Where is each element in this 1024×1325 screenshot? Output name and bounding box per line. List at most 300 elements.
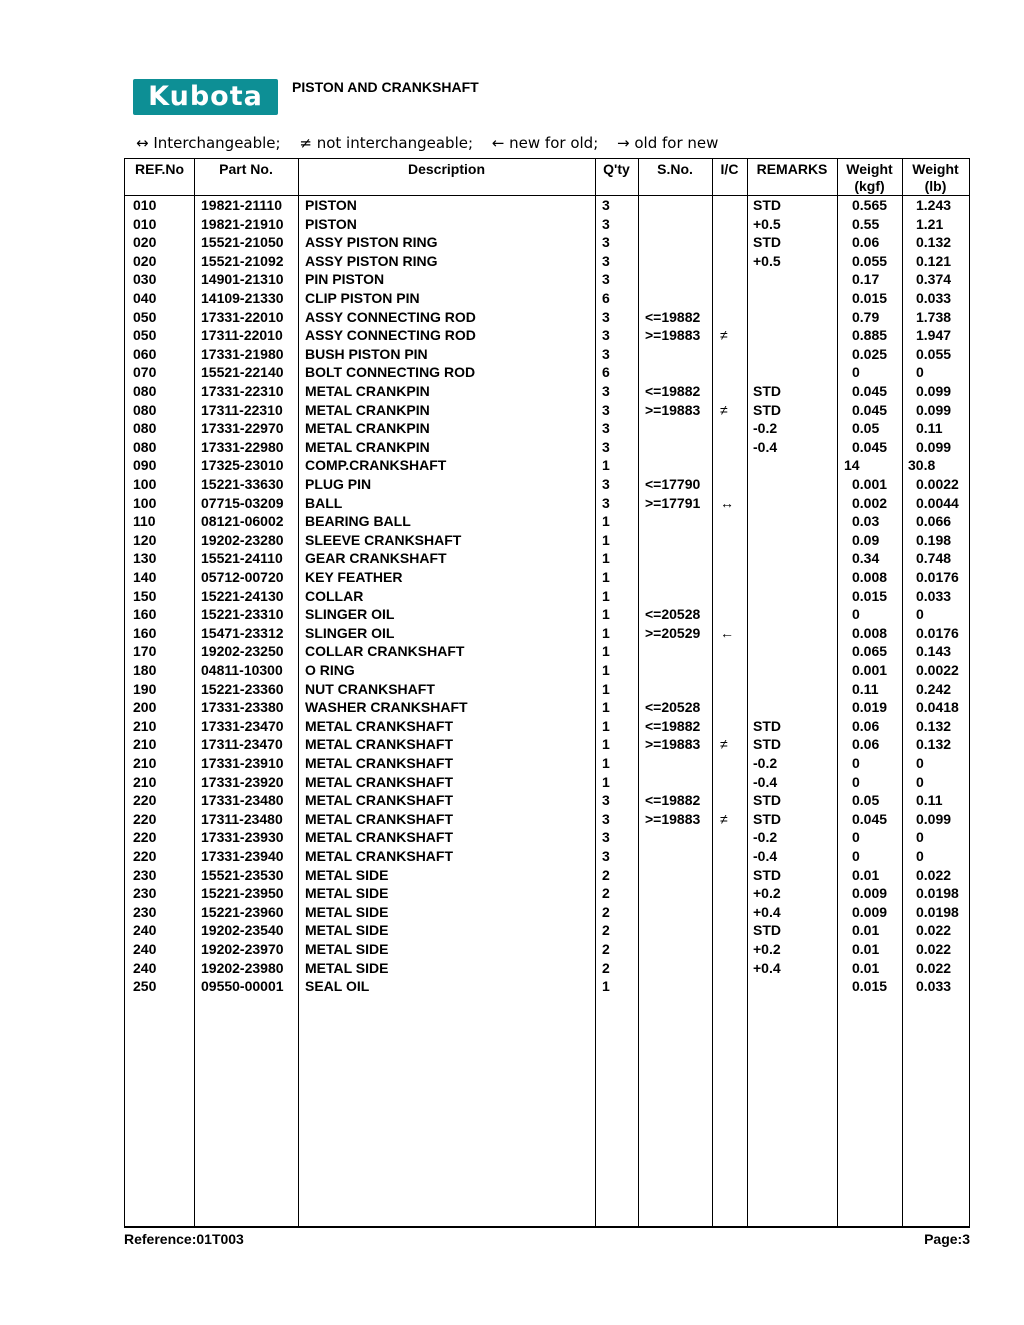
- cell-weight-kgf: 0.01: [852, 941, 880, 957]
- cell-remarks: STD: [753, 866, 781, 883]
- cell-description: PISTON: [305, 215, 357, 232]
- cell-qty: 1: [602, 550, 610, 567]
- table-row: [125, 550, 969, 569]
- table-row: [125, 532, 969, 551]
- cell-weight-kgf: 0.015: [852, 587, 888, 604]
- cell-qty: 2: [602, 941, 610, 957]
- cell-weight-kgf: 0.045: [852, 438, 888, 455]
- cell-part-no: 15221-23960: [201, 903, 284, 920]
- cell-part-no: 15521-22140: [201, 364, 284, 381]
- cell-qty: 3: [602, 494, 610, 511]
- table-row: [125, 513, 969, 532]
- cell-weight-lb: 0: [916, 755, 924, 771]
- cell-description: METAL SIDE: [305, 903, 389, 920]
- cell-remarks: STD: [753, 197, 781, 213]
- cell-description: WASHER CRANKSHAFT: [305, 699, 468, 716]
- cell-weight-lb: 0: [916, 848, 924, 864]
- cell-weight-kgf: 0.019: [852, 699, 888, 716]
- cell-description: METAL CRANKSHAFT: [305, 773, 454, 790]
- cell-weight-kgf: 0.045: [852, 810, 888, 827]
- cell-qty: 3: [602, 234, 610, 251]
- cell-description: METAL CRANKPIN: [305, 420, 430, 437]
- table-row: [125, 309, 969, 328]
- cell-weight-lb: 0.033: [916, 587, 952, 604]
- cell-weight-lb: 0.099: [916, 810, 952, 827]
- cell-serial-no: <=20528: [645, 606, 701, 623]
- cell-ref-no: 230: [133, 885, 157, 902]
- cell-qty: 1: [602, 569, 610, 585]
- table-row: [125, 885, 969, 904]
- header-ref-no: REF.No: [135, 161, 184, 177]
- cell-weight-kgf: 0.002: [852, 494, 888, 511]
- cell-remarks: -0.4: [753, 848, 778, 864]
- cell-description: METAL SIDE: [305, 885, 389, 902]
- cell-remarks: +0.2: [753, 941, 781, 957]
- cell-weight-lb: 0.374: [916, 271, 952, 288]
- cell-qty: 3: [602, 345, 610, 362]
- cell-weight-lb: 0.11: [916, 792, 943, 809]
- cell-qty: 3: [602, 810, 610, 827]
- table-row: [125, 662, 969, 681]
- cell-part-no: 17311-23480: [201, 810, 283, 827]
- cell-remarks: +0.4: [753, 959, 781, 976]
- cell-weight-kgf: 0.015: [852, 290, 888, 306]
- cell-weight-kgf: 0.055: [852, 252, 888, 269]
- cell-ref-no: 220: [133, 848, 157, 864]
- cell-qty: 1: [602, 736, 610, 753]
- cell-remarks: +0.4: [753, 903, 781, 920]
- cell-qty: 1: [602, 755, 610, 771]
- cell-qty: 3: [602, 848, 610, 864]
- cell-weight-kgf: 0.01: [852, 922, 880, 939]
- cell-part-no: 17331-22010: [201, 308, 284, 325]
- cell-description: SLINGER OIL: [305, 624, 395, 641]
- cell-qty: 3: [602, 420, 610, 437]
- cell-remarks: -0.4: [753, 438, 778, 455]
- cell-part-no: 19202-23970: [201, 941, 284, 957]
- header-qty: Q'ty: [603, 161, 630, 177]
- cell-ref-no: 240: [133, 922, 157, 939]
- cell-description: O RING: [305, 662, 355, 678]
- cell-weight-lb: 0.121: [916, 252, 952, 269]
- header-weight-lb-unit: (lb): [924, 178, 947, 194]
- cell-weight-kgf: 0.045: [852, 383, 888, 399]
- cell-remarks: STD: [753, 401, 781, 418]
- table-row: [125, 327, 969, 346]
- header-weight-kgf-label: Weight: [846, 161, 893, 177]
- cell-ref-no: 250: [133, 978, 157, 995]
- table-row: [125, 718, 969, 737]
- cell-weight-lb: 1.738: [916, 308, 952, 325]
- header-part-no: Part No.: [219, 161, 273, 177]
- table-row: [125, 681, 969, 700]
- cell-ref-no: 050: [133, 327, 157, 344]
- table-row: [125, 383, 969, 402]
- cell-weight-lb: 0.0022: [916, 662, 959, 678]
- table-row: [125, 643, 969, 662]
- cell-ref-no: 190: [133, 680, 157, 697]
- table-row: [125, 457, 969, 476]
- cell-part-no: 17331-21980: [201, 345, 284, 362]
- cell-weight-kgf: 0.009: [852, 885, 888, 902]
- cell-remarks: +0.5: [753, 252, 781, 269]
- cell-ref-no: 050: [133, 308, 157, 325]
- cell-weight-kgf: 0.06: [852, 736, 880, 753]
- legend-old-for-new: → old for new: [617, 134, 719, 152]
- cell-weight-kgf: 0: [852, 848, 860, 864]
- cell-part-no: 17311-22010: [201, 327, 283, 344]
- cell-part-no: 17331-22970: [201, 420, 284, 437]
- cell-weight-lb: 30.8: [908, 457, 936, 474]
- cell-ref-no: 170: [133, 643, 157, 660]
- cell-weight-lb: 0.099: [916, 383, 952, 399]
- cell-qty: 1: [602, 643, 610, 660]
- cell-ref-no: 080: [133, 401, 157, 418]
- cell-description: ASSY PISTON RING: [305, 234, 438, 251]
- table-row: [125, 922, 969, 941]
- cell-weight-kgf: 0.55: [852, 215, 880, 232]
- cell-description: METAL SIDE: [305, 941, 389, 957]
- cell-qty: 2: [602, 866, 610, 883]
- cell-part-no: 17331-23470: [201, 717, 284, 734]
- cell-part-no: 17331-23940: [201, 848, 284, 864]
- cell-qty: 3: [602, 792, 610, 809]
- cell-part-no: 17331-23910: [201, 755, 284, 771]
- cell-part-no: 08121-06002: [201, 513, 284, 530]
- cell-weight-kgf: 0: [852, 606, 860, 623]
- cell-qty: 3: [602, 476, 610, 492]
- cell-remarks: STD: [753, 736, 781, 753]
- table-row: [125, 978, 969, 997]
- cell-weight-kgf: 0.01: [852, 959, 880, 976]
- cell-qty: 1: [602, 680, 610, 697]
- cell-ref-no: 130: [133, 550, 157, 567]
- cell-description: ASSY CONNECTING ROD: [305, 308, 476, 325]
- cell-ref-no: 100: [133, 476, 157, 492]
- cell-part-no: 17331-23480: [201, 792, 284, 809]
- cell-qty: 1: [602, 606, 610, 623]
- cell-description: COLLAR: [305, 587, 364, 604]
- table-row: [125, 271, 969, 290]
- cell-part-no: 15221-23310: [201, 606, 284, 623]
- cell-part-no: 09550-00001: [201, 978, 284, 995]
- cell-part-no: 05712-00720: [201, 569, 284, 585]
- cell-description: ASSY PISTON RING: [305, 252, 438, 269]
- cell-qty: 6: [602, 364, 610, 381]
- table-row: [125, 476, 969, 495]
- cell-ref-no: 110: [133, 513, 156, 530]
- cell-weight-kgf: 0.008: [852, 624, 888, 641]
- cell-ref-no: 230: [133, 903, 157, 920]
- cell-weight-lb: 0.033: [916, 290, 952, 306]
- cell-ref-no: 100: [133, 494, 157, 511]
- cell-qty: 3: [602, 215, 610, 232]
- cell-ref-no: 160: [133, 624, 157, 641]
- header-divider: [125, 195, 969, 196]
- cell-qty: 2: [602, 922, 610, 939]
- header-remarks: REMARKS: [756, 161, 828, 177]
- cell-part-no: 15221-23360: [201, 680, 284, 697]
- cell-weight-lb: 0.022: [916, 922, 952, 939]
- cell-qty: 1: [602, 978, 610, 995]
- cell-description: SEAL OIL: [305, 978, 370, 995]
- cell-weight-kgf: 0.06: [852, 234, 880, 251]
- cell-remarks: STD: [753, 922, 781, 939]
- cell-weight-lb: 0.0044: [916, 494, 959, 511]
- cell-serial-no: <=19882: [645, 383, 701, 399]
- cell-qty: 1: [602, 624, 610, 641]
- table-row: [125, 904, 969, 923]
- cell-serial-no: >=19883: [645, 401, 701, 418]
- cell-qty: 2: [602, 885, 610, 902]
- cell-ref-no: 070: [133, 364, 157, 381]
- cell-serial-no: >=19883: [645, 736, 701, 753]
- cell-serial-no: >=19883: [645, 810, 701, 827]
- cell-description: GEAR CRANKSHAFT: [305, 550, 447, 567]
- cell-ref-no: 030: [133, 271, 157, 288]
- cell-weight-lb: 1.947: [916, 327, 952, 344]
- table-row: [125, 960, 969, 979]
- cell-weight-kgf: 14: [844, 457, 860, 474]
- cell-part-no: 15221-24130: [201, 587, 284, 604]
- cell-part-no: 17311-23470: [201, 736, 283, 753]
- cell-description: BEARING BALL: [305, 513, 411, 530]
- cell-weight-kgf: 0.03: [852, 513, 880, 530]
- cell-description: BOLT CONNECTING ROD: [305, 364, 476, 381]
- cell-part-no: 15221-33630: [201, 476, 284, 492]
- cell-qty: 3: [602, 438, 610, 455]
- table-row: [125, 346, 969, 365]
- cell-ref-no: 220: [133, 792, 157, 809]
- cell-qty: 3: [602, 271, 610, 288]
- table-row: [125, 234, 969, 253]
- table-row: [125, 216, 969, 235]
- cell-ref-no: 210: [133, 736, 157, 753]
- cell-qty: 6: [602, 290, 610, 306]
- cell-qty: 3: [602, 327, 610, 344]
- cell-weight-kgf: 0: [852, 364, 860, 381]
- table-row: [125, 290, 969, 309]
- cell-qty: 3: [602, 252, 610, 269]
- header-description: Description: [407, 161, 485, 177]
- cell-remarks: -0.2: [753, 755, 778, 771]
- header-serial-no: S.No.: [657, 161, 693, 177]
- cell-part-no: 17331-23380: [201, 699, 284, 716]
- cell-part-no: 17325-23010: [201, 457, 284, 474]
- cell-ref-no: 040: [133, 290, 157, 306]
- cell-remarks: -0.2: [753, 829, 778, 846]
- cell-ref-no: 090: [133, 457, 157, 474]
- cell-weight-lb: 0.143: [916, 643, 952, 660]
- cell-weight-kgf: 0.01: [852, 866, 880, 883]
- cell-part-no: 19202-23280: [201, 531, 284, 548]
- header-weight-kgf: [837, 161, 902, 195]
- cell-part-no: 15521-24110: [201, 550, 283, 567]
- cell-weight-lb: 0.198: [916, 531, 952, 548]
- cell-weight-lb: 0.055: [916, 345, 952, 362]
- cell-description: METAL CRANKSHAFT: [305, 848, 454, 864]
- cell-ic: ≠: [720, 327, 728, 344]
- cell-description: ASSY CONNECTING ROD: [305, 327, 476, 344]
- cell-description: CLIP PISTON PIN: [305, 290, 420, 306]
- cell-part-no: 19202-23250: [201, 643, 284, 660]
- table-row: [125, 364, 969, 383]
- cell-ref-no: 230: [133, 866, 157, 883]
- cell-part-no: 15221-23950: [201, 885, 284, 902]
- cell-weight-kgf: 0.045: [852, 401, 888, 418]
- table-row: [125, 495, 969, 514]
- cell-ref-no: 220: [133, 829, 157, 846]
- cell-part-no: 17331-22310: [201, 383, 284, 399]
- cell-remarks: STD: [753, 810, 781, 827]
- cell-weight-lb: 0.132: [916, 717, 952, 734]
- cell-ref-no: 020: [133, 252, 157, 269]
- cell-weight-kgf: 0.008: [852, 569, 888, 585]
- cell-description: PIN PISTON: [305, 271, 385, 288]
- cell-description: PLUG PIN: [305, 476, 372, 492]
- cell-weight-lb: 0.0176: [916, 624, 959, 641]
- cell-remarks: -0.4: [753, 773, 778, 790]
- cell-description: COMP.CRANKSHAFT: [305, 457, 447, 474]
- header-weight-kgf-unit: (kgf): [854, 178, 885, 194]
- cell-ic: ≠: [720, 810, 728, 827]
- table-row: [125, 253, 969, 272]
- cell-weight-kgf: 0: [852, 755, 860, 771]
- cell-ref-no: 060: [133, 345, 157, 362]
- cell-weight-kgf: 0.565: [852, 197, 888, 213]
- page-number: Page:3: [924, 1231, 970, 1247]
- cell-weight-lb: 0.066: [916, 513, 952, 530]
- cell-weight-lb: 0.0198: [916, 885, 959, 902]
- cell-part-no: 17331-23930: [201, 829, 284, 846]
- cell-weight-kgf: 0.05: [852, 792, 880, 809]
- table-row: [125, 848, 969, 867]
- cell-serial-no: <=20528: [645, 699, 701, 716]
- cell-weight-lb: 0.099: [916, 401, 952, 418]
- table-row: [125, 439, 969, 458]
- cell-ref-no: 240: [133, 959, 157, 976]
- table-row: [125, 774, 969, 793]
- cell-serial-no: <=19882: [645, 792, 701, 809]
- cell-qty: 1: [602, 457, 610, 474]
- cell-weight-lb: 1.21: [916, 215, 944, 232]
- cell-weight-lb: 1.243: [916, 197, 952, 213]
- cell-remarks: STD: [753, 383, 781, 399]
- cell-part-no: 19202-23540: [201, 922, 284, 939]
- header-ic: I/C: [720, 161, 739, 177]
- cell-weight-kgf: 0.001: [852, 662, 888, 678]
- cell-ref-no: 080: [133, 383, 157, 399]
- table-row: [125, 402, 969, 421]
- cell-part-no: 17311-22310: [201, 401, 283, 418]
- cell-weight-kgf: 0.34: [852, 550, 880, 567]
- cell-weight-lb: 0: [916, 606, 924, 623]
- table-row: [125, 829, 969, 848]
- cell-ref-no: 020: [133, 234, 157, 251]
- table-row: [125, 699, 969, 718]
- cell-ref-no: 140: [133, 569, 157, 585]
- cell-ref-no: 010: [133, 215, 157, 232]
- cell-weight-lb: 0.748: [916, 550, 952, 567]
- table-row: [125, 588, 969, 607]
- cell-weight-kgf: 0.11: [852, 680, 879, 697]
- cell-qty: 3: [602, 197, 610, 213]
- cell-remarks: STD: [753, 792, 781, 809]
- cell-qty: 2: [602, 959, 610, 976]
- cell-serial-no: >=19883: [645, 327, 701, 344]
- cell-weight-lb: 0.022: [916, 941, 952, 957]
- cell-ref-no: 160: [133, 606, 157, 623]
- cell-ic: ↔: [720, 494, 734, 511]
- header-weight-lb: [902, 161, 969, 195]
- cell-description: METAL CRANKPIN: [305, 401, 430, 418]
- cell-part-no: 04811-10300: [201, 662, 283, 678]
- reference-label: Reference:01T003: [124, 1231, 244, 1247]
- cell-description: METAL CRANKSHAFT: [305, 792, 454, 809]
- cell-weight-lb: 0.242: [916, 680, 952, 697]
- cell-ref-no: 200: [133, 699, 157, 716]
- cell-description: METAL SIDE: [305, 866, 389, 883]
- cell-description: SLEEVE CRANKSHAFT: [305, 531, 462, 548]
- cell-ref-no: 180: [133, 662, 157, 678]
- cell-weight-lb: 0.132: [916, 234, 952, 251]
- cell-weight-lb: 0.099: [916, 438, 952, 455]
- cell-weight-kgf: 0.885: [852, 327, 888, 344]
- cell-description: METAL CRANKSHAFT: [305, 829, 454, 846]
- header-weight-lb-label: Weight: [912, 161, 959, 177]
- cell-remarks: STD: [753, 717, 781, 734]
- cell-weight-kgf: 0.06: [852, 717, 880, 734]
- cell-qty: 3: [602, 308, 610, 325]
- cell-description: METAL CRANKPIN: [305, 438, 430, 455]
- cell-weight-kgf: 0.015: [852, 978, 888, 995]
- legend: [136, 134, 718, 152]
- cell-weight-lb: 0.0198: [916, 903, 959, 920]
- cell-ref-no: 210: [133, 717, 157, 734]
- cell-qty: 1: [602, 699, 610, 716]
- cell-part-no: 19202-23980: [201, 959, 284, 976]
- cell-weight-lb: 0.0022: [916, 476, 959, 492]
- cell-ref-no: 080: [133, 438, 157, 455]
- cell-qty: 3: [602, 401, 610, 418]
- cell-part-no: 14109-21330: [201, 290, 284, 306]
- cell-ref-no: 150: [133, 587, 157, 604]
- cell-description: PISTON: [305, 197, 357, 213]
- cell-remarks: STD: [753, 234, 781, 251]
- table-row: [125, 625, 969, 644]
- cell-qty: 2: [602, 903, 610, 920]
- cell-description: METAL CRANKPIN: [305, 383, 430, 399]
- cell-description: METAL CRANKSHAFT: [305, 755, 454, 771]
- cell-description: COLLAR CRANKSHAFT: [305, 643, 465, 660]
- cell-serial-no: <=19882: [645, 717, 701, 734]
- cell-ic: ≠: [720, 401, 728, 418]
- cell-ic: ←: [720, 624, 734, 641]
- cell-weight-lb: 0.022: [916, 959, 952, 976]
- cell-description: METAL SIDE: [305, 922, 389, 939]
- cell-description: BALL: [305, 494, 343, 511]
- cell-weight-lb: 0.0418: [916, 699, 959, 716]
- cell-remarks: +0.5: [753, 215, 781, 232]
- cell-description: METAL SIDE: [305, 959, 389, 976]
- cell-ref-no: 210: [133, 755, 157, 771]
- table-row: [125, 736, 969, 755]
- table-row: [125, 811, 969, 830]
- page-title: PISTON AND CRANKSHAFT: [292, 79, 479, 95]
- cell-weight-kgf: 0.17: [852, 271, 880, 288]
- table-row: [125, 606, 969, 625]
- cell-weight-lb: 0: [916, 773, 924, 790]
